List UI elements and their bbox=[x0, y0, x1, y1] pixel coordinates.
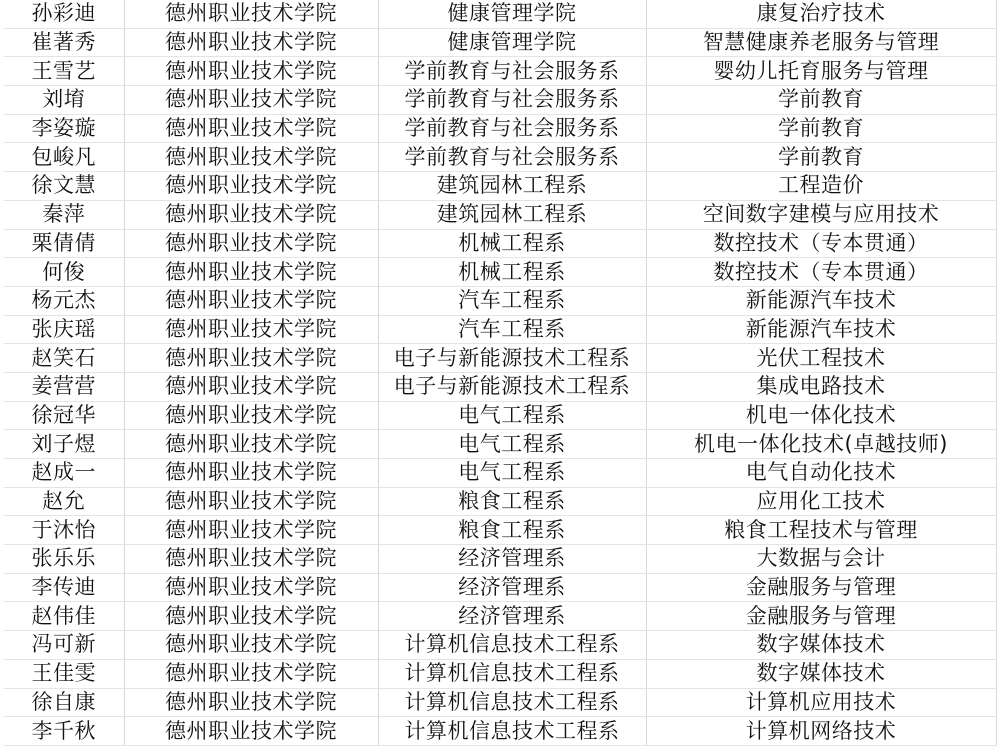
table-row bbox=[4, 717, 996, 746]
department-cell: 电气工程系 bbox=[378, 401, 646, 430]
student-name-cell: 栗倩倩 bbox=[4, 229, 124, 258]
school-cell: 德州职业技术学院 bbox=[124, 315, 378, 344]
student-name-cell: 崔著秀 bbox=[4, 28, 124, 57]
school-cell: 德州职业技术学院 bbox=[124, 86, 378, 115]
department-cell: 粮食工程系 bbox=[378, 516, 646, 545]
table-row bbox=[4, 143, 996, 172]
major-cell: 空间数字建模与应用技术 bbox=[646, 200, 996, 229]
school-cell: 德州职业技术学院 bbox=[124, 631, 378, 660]
roster-table bbox=[4, 0, 997, 746]
major-cell: 数字媒体技术 bbox=[646, 659, 996, 688]
major-cell: 大数据与会计 bbox=[646, 545, 996, 574]
department-cell: 学前教育与社会服务系 bbox=[378, 114, 646, 143]
student-name-cell: 于沐怡 bbox=[4, 516, 124, 545]
school-cell: 德州职业技术学院 bbox=[124, 516, 378, 545]
department-cell: 计算机信息技术工程系 bbox=[378, 717, 646, 746]
student-name-cell: 李千秋 bbox=[4, 717, 124, 746]
major-cell: 计算机应用技术 bbox=[646, 688, 996, 717]
department-cell: 学前教育与社会服务系 bbox=[378, 57, 646, 86]
table-row bbox=[4, 688, 996, 717]
department-cell: 计算机信息技术工程系 bbox=[378, 659, 646, 688]
major-cell: 应用化工技术 bbox=[646, 487, 996, 516]
student-name-cell: 刘堉 bbox=[4, 86, 124, 115]
department-cell: 经济管理系 bbox=[378, 602, 646, 631]
major-cell: 数控技术（专本贯通） bbox=[646, 229, 996, 258]
student-name-cell: 赵允 bbox=[4, 487, 124, 516]
major-cell: 智慧健康养老服务与管理 bbox=[646, 28, 996, 57]
school-cell: 德州职业技术学院 bbox=[124, 545, 378, 574]
roster-table-body bbox=[4, 0, 996, 745]
student-name-cell: 秦萍 bbox=[4, 200, 124, 229]
school-cell: 德州职业技术学院 bbox=[124, 602, 378, 631]
table-row bbox=[4, 602, 996, 631]
major-cell: 学前教育 bbox=[646, 114, 996, 143]
major-cell: 学前教育 bbox=[646, 86, 996, 115]
student-name-cell: 冯可新 bbox=[4, 631, 124, 660]
department-cell: 建筑园林工程系 bbox=[378, 172, 646, 201]
major-cell: 数字媒体技术 bbox=[646, 631, 996, 660]
table-row bbox=[4, 430, 996, 459]
table-row bbox=[4, 344, 996, 373]
student-name-cell: 姜营营 bbox=[4, 372, 124, 401]
school-cell: 德州职业技术学院 bbox=[124, 430, 378, 459]
student-name-cell: 何俊 bbox=[4, 258, 124, 287]
table-row bbox=[4, 28, 996, 57]
table-row bbox=[4, 573, 996, 602]
school-cell: 德州职业技术学院 bbox=[124, 487, 378, 516]
table-row bbox=[4, 229, 996, 258]
major-cell: 工程造价 bbox=[646, 172, 996, 201]
department-cell: 学前教育与社会服务系 bbox=[378, 86, 646, 115]
school-cell: 德州职业技术学院 bbox=[124, 28, 378, 57]
department-cell: 经济管理系 bbox=[378, 545, 646, 574]
department-cell: 电气工程系 bbox=[378, 459, 646, 488]
school-cell: 德州职业技术学院 bbox=[124, 573, 378, 602]
department-cell: 汽车工程系 bbox=[378, 286, 646, 315]
school-cell: 德州职业技术学院 bbox=[124, 229, 378, 258]
major-cell: 新能源汽车技术 bbox=[646, 315, 996, 344]
table-row bbox=[4, 459, 996, 488]
table-row bbox=[4, 57, 996, 86]
major-cell: 新能源汽车技术 bbox=[646, 286, 996, 315]
major-cell: 数控技术（专本贯通） bbox=[646, 258, 996, 287]
school-cell: 德州职业技术学院 bbox=[124, 0, 378, 28]
student-name-cell: 王雪艺 bbox=[4, 57, 124, 86]
department-cell: 建筑园林工程系 bbox=[378, 200, 646, 229]
department-cell: 健康管理学院 bbox=[378, 0, 646, 28]
student-name-cell: 张庆瑶 bbox=[4, 315, 124, 344]
department-cell: 经济管理系 bbox=[378, 573, 646, 602]
table-row bbox=[4, 401, 996, 430]
student-name-cell: 杨元杰 bbox=[4, 286, 124, 315]
student-name-cell: 徐冠华 bbox=[4, 401, 124, 430]
student-name-cell: 赵成一 bbox=[4, 459, 124, 488]
major-cell: 光伏工程技术 bbox=[646, 344, 996, 373]
school-cell: 德州职业技术学院 bbox=[124, 114, 378, 143]
major-cell: 学前教育 bbox=[646, 143, 996, 172]
school-cell: 德州职业技术学院 bbox=[124, 172, 378, 201]
major-cell: 康复治疗技术 bbox=[646, 0, 996, 28]
major-cell: 金融服务与管理 bbox=[646, 573, 996, 602]
table-row bbox=[4, 200, 996, 229]
department-cell: 计算机信息技术工程系 bbox=[378, 688, 646, 717]
table-row bbox=[4, 86, 996, 115]
student-name-cell: 王佳雯 bbox=[4, 659, 124, 688]
school-cell: 德州职业技术学院 bbox=[124, 401, 378, 430]
school-cell: 德州职业技术学院 bbox=[124, 286, 378, 315]
school-cell: 德州职业技术学院 bbox=[124, 200, 378, 229]
student-name-cell: 徐文慧 bbox=[4, 172, 124, 201]
school-cell: 德州职业技术学院 bbox=[124, 717, 378, 746]
table-row bbox=[4, 172, 996, 201]
department-cell: 电气工程系 bbox=[378, 430, 646, 459]
department-cell: 健康管理学院 bbox=[378, 28, 646, 57]
table-row bbox=[4, 659, 996, 688]
school-cell: 德州职业技术学院 bbox=[124, 372, 378, 401]
major-cell: 婴幼儿托育服务与管理 bbox=[646, 57, 996, 86]
table-row bbox=[4, 516, 996, 545]
student-name-cell: 孙彩迪 bbox=[4, 0, 124, 28]
department-cell: 汽车工程系 bbox=[378, 315, 646, 344]
table-row bbox=[4, 258, 996, 287]
table-row bbox=[4, 631, 996, 660]
major-cell: 机电一体化技术(卓越技师) bbox=[646, 430, 996, 459]
major-cell: 计算机网络技术 bbox=[646, 717, 996, 746]
student-name-cell: 刘子煜 bbox=[4, 430, 124, 459]
department-cell: 计算机信息技术工程系 bbox=[378, 631, 646, 660]
student-name-cell: 包峻凡 bbox=[4, 143, 124, 172]
table-row bbox=[4, 545, 996, 574]
school-cell: 德州职业技术学院 bbox=[124, 143, 378, 172]
student-name-cell: 张乐乐 bbox=[4, 545, 124, 574]
department-cell: 学前教育与社会服务系 bbox=[378, 143, 646, 172]
table-row bbox=[4, 114, 996, 143]
student-name-cell: 徐自康 bbox=[4, 688, 124, 717]
department-cell: 机械工程系 bbox=[378, 229, 646, 258]
department-cell: 电子与新能源技术工程系 bbox=[378, 344, 646, 373]
school-cell: 德州职业技术学院 bbox=[124, 659, 378, 688]
school-cell: 德州职业技术学院 bbox=[124, 459, 378, 488]
table-row bbox=[4, 0, 996, 28]
school-cell: 德州职业技术学院 bbox=[124, 57, 378, 86]
student-name-cell: 李姿璇 bbox=[4, 114, 124, 143]
table-row bbox=[4, 286, 996, 315]
table-row bbox=[4, 372, 996, 401]
department-cell: 电子与新能源技术工程系 bbox=[378, 372, 646, 401]
student-name-cell: 赵伟佳 bbox=[4, 602, 124, 631]
student-name-cell: 赵笑石 bbox=[4, 344, 124, 373]
school-cell: 德州职业技术学院 bbox=[124, 344, 378, 373]
major-cell: 粮食工程技术与管理 bbox=[646, 516, 996, 545]
department-cell: 机械工程系 bbox=[378, 258, 646, 287]
major-cell: 电气自动化技术 bbox=[646, 459, 996, 488]
student-name-cell: 李传迪 bbox=[4, 573, 124, 602]
table-row bbox=[4, 487, 996, 516]
major-cell: 机电一体化技术 bbox=[646, 401, 996, 430]
department-cell: 粮食工程系 bbox=[378, 487, 646, 516]
major-cell: 集成电路技术 bbox=[646, 372, 996, 401]
table-row bbox=[4, 315, 996, 344]
school-cell: 德州职业技术学院 bbox=[124, 258, 378, 287]
school-cell: 德州职业技术学院 bbox=[124, 688, 378, 717]
major-cell: 金融服务与管理 bbox=[646, 602, 996, 631]
